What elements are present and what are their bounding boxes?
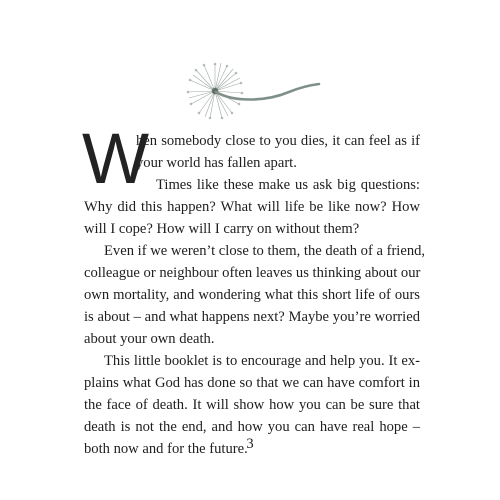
text-line: death is not the end, and how you can have real hope – [84,419,420,435]
opening-paragraph [82,120,420,199]
text-line: hen somebody close to you dies, it can feel as if [136,133,420,149]
text-line: own mortality, and wondering what this short life of ours [84,287,420,303]
text-line: Even if we weren’t close to them, the death of a friend, [104,243,426,259]
text-line: the face of death. It will show how you can be sure that [84,397,420,413]
text-line: plains what God has done so that we can have comfort in [84,375,420,391]
text-line: will I cope? How will I carry on without them? [84,221,360,237]
text-line: Times like these make us ask big questions: [156,177,420,193]
text-line: both now and for the future. [84,441,248,457]
paragraph [84,240,426,350]
text-line: is about – and what happens next? Maybe you’re worried [84,309,420,325]
text-line: your world has fallen apart. [136,155,297,171]
text-line: colleague or neighbour often leaves us thinking about our [84,265,421,281]
dandelion-seed-icon [185,58,325,128]
page-number: 3 [246,436,254,452]
text-line: Why did this happen? What will life be like now? How [84,199,420,215]
drop-cap: W [82,120,148,199]
paragraph [84,196,420,240]
text-line: This little booklet is to encourage and help you. It ex- [104,353,420,369]
body-text [82,120,426,460]
text-line: about your own death. [84,331,215,347]
